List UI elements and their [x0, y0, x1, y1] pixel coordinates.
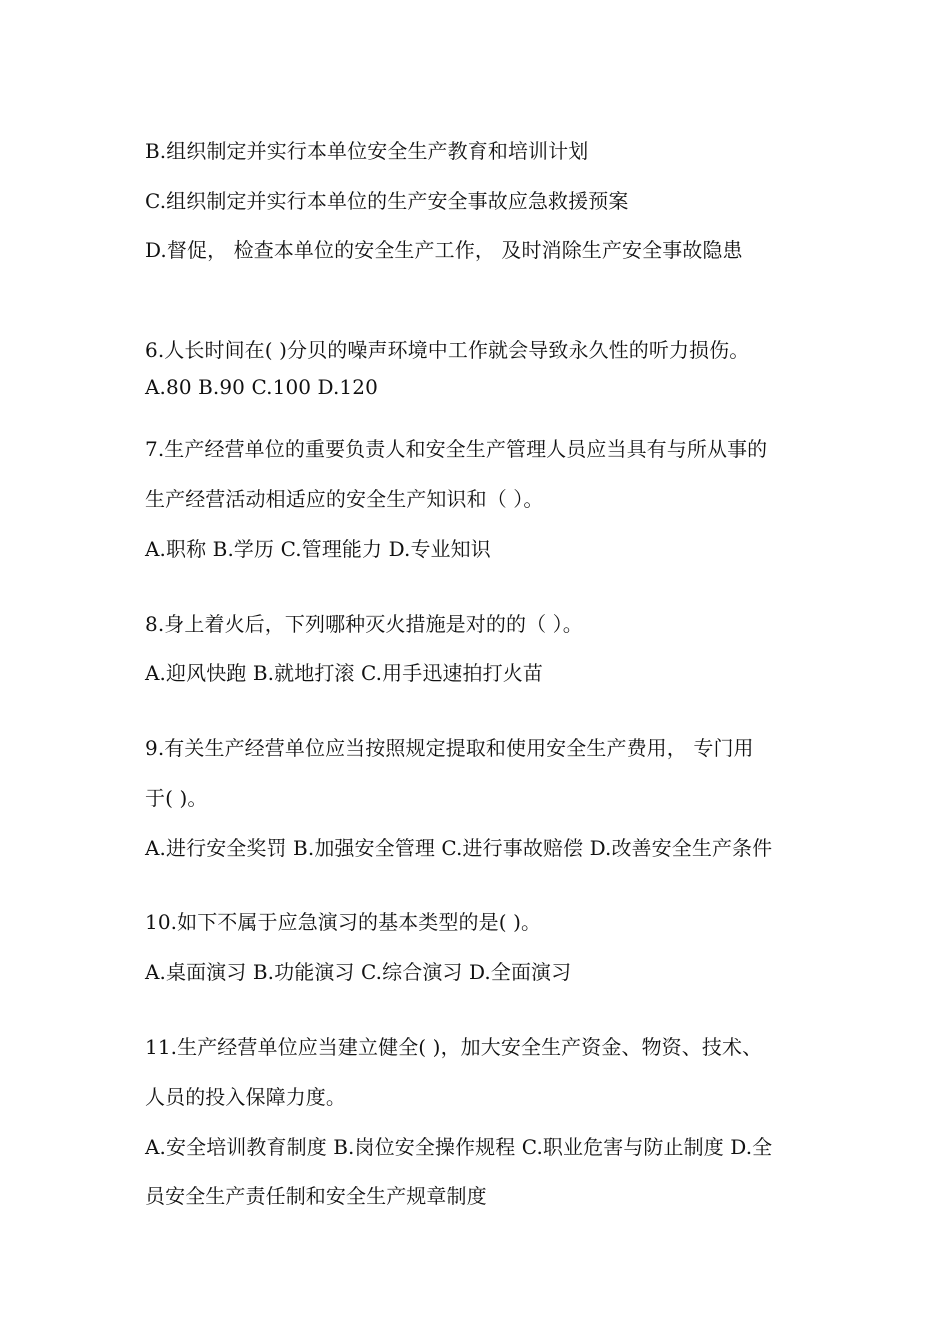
q9-options: A.进行安全奖罚 B.加强安全管理 C.进行事故赔偿 D.改善安全生产条件: [145, 836, 773, 860]
q11-options-line-2: 员安全生产责任制和安全生产规章制度: [145, 1184, 487, 1208]
q11-options-line-1: A.安全培训教育制度 B.岗位安全操作规程 C.职业危害与防止制度 D.全: [145, 1135, 773, 1159]
q11-question-line-1: 11.生产经营单位应当建立健全( )，加大安全生产资金、物资、技术、: [145, 1035, 763, 1059]
q6-question: 6.人长时间在( )分贝的噪声环境中工作就会导致永久性的听力损伤。: [145, 338, 750, 362]
q5-option-d: D.督促， 检查本单位的安全生产工作， 及时消除生产安全事故隐患: [145, 238, 743, 262]
q8-question: 8.身上着火后，下列哪种灭火措施是对的的（ ）。: [145, 612, 583, 636]
q5-option-c: C.组织制定并实行本单位的生产安全事故应急救援预案: [145, 189, 629, 213]
q7-question-line-1: 7.生产经营单位的重要负责人和安全生产管理人员应当具有与所从事的: [145, 437, 768, 461]
q7-question-line-2: 生产经营活动相适应的安全生产知识和（ ）。: [145, 487, 544, 511]
q9-question-line-2: 于( )。: [145, 786, 208, 810]
q11-question-line-2: 人员的投入保障力度。: [145, 1085, 346, 1109]
q9-question-line-1: 9.有关生产经营单位应当按照规定提取和使用安全生产费用， 专门用: [145, 736, 754, 760]
q8-options: A.迎风快跑 B.就地打滚 C.用手迅速拍打火苗: [145, 661, 543, 685]
q5-option-b: B.组织制定并实行本单位安全生产教育和培训计划: [145, 139, 589, 163]
q10-question: 10.如下不属于应急演习的基本类型的是( )。: [145, 910, 542, 934]
q6-options: A.80 B.90 C.100 D.120: [145, 375, 378, 399]
q7-options: A.职称 B.学历 C.管理能力 D.专业知识: [145, 537, 491, 561]
q10-options: A.桌面演习 B.功能演习 C.综合演习 D.全面演习: [145, 960, 572, 984]
